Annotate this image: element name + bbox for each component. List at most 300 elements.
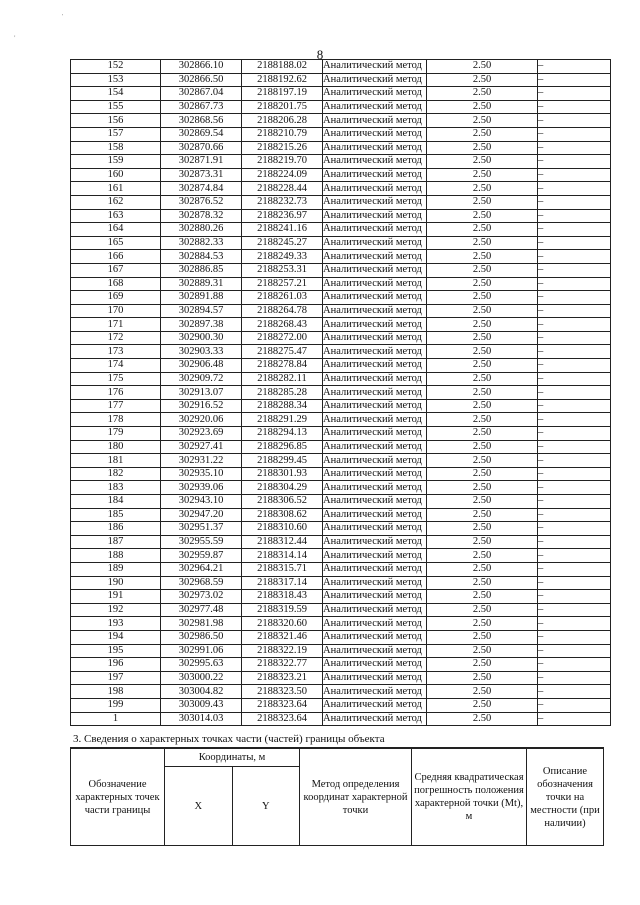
mean-error-cell: 2.50 bbox=[427, 454, 538, 468]
mean-error-cell: 2.50 bbox=[427, 318, 538, 332]
point-number-cell: 162 bbox=[71, 195, 161, 209]
description-cell: – bbox=[538, 413, 611, 427]
method-cell: Аналитический метод bbox=[323, 467, 427, 481]
coord-y-cell: 2188318.43 bbox=[242, 590, 323, 604]
description-cell: – bbox=[538, 698, 611, 712]
description-cell: – bbox=[538, 549, 611, 563]
coord-x-cell: 302867.04 bbox=[161, 87, 242, 101]
method-cell: Аналитический метод bbox=[323, 440, 427, 454]
coord-y-cell: 2188228.44 bbox=[242, 182, 323, 196]
coord-x-cell: 302870.66 bbox=[161, 141, 242, 155]
method-cell: Аналитический метод bbox=[323, 359, 427, 373]
description-cell: – bbox=[538, 427, 611, 441]
table-row bbox=[71, 263, 611, 277]
description-cell: – bbox=[538, 114, 611, 128]
method-cell: Аналитический метод bbox=[323, 195, 427, 209]
table-row bbox=[71, 318, 611, 332]
table-row bbox=[71, 155, 611, 169]
coord-x-cell: 302882.33 bbox=[161, 236, 242, 250]
description-cell: – bbox=[538, 535, 611, 549]
section-3-table-header bbox=[70, 748, 604, 846]
coord-y-cell: 2188272.00 bbox=[242, 331, 323, 345]
coord-x-cell: 302884.53 bbox=[161, 250, 242, 264]
description-cell: – bbox=[538, 644, 611, 658]
point-number-cell: 196 bbox=[71, 658, 161, 672]
point-number-cell: 187 bbox=[71, 535, 161, 549]
table-row bbox=[71, 291, 611, 305]
point-number-cell: 152 bbox=[71, 60, 161, 74]
point-number-cell: 168 bbox=[71, 277, 161, 291]
header-method: Метод определения координат характерной точки bbox=[300, 749, 412, 846]
table-row bbox=[71, 359, 611, 373]
coord-x-cell: 302866.10 bbox=[161, 60, 242, 74]
description-cell: – bbox=[538, 155, 611, 169]
description-cell: – bbox=[538, 603, 611, 617]
method-cell: Аналитический метод bbox=[323, 182, 427, 196]
description-cell: – bbox=[538, 263, 611, 277]
coord-x-cell: 302939.06 bbox=[161, 481, 242, 495]
table-row bbox=[71, 495, 611, 509]
coord-x-cell: 302981.98 bbox=[161, 617, 242, 631]
coord-x-cell: 302889.31 bbox=[161, 277, 242, 291]
coordinates-table bbox=[70, 59, 611, 726]
coord-x-cell: 302951.37 bbox=[161, 522, 242, 536]
point-number-cell: 173 bbox=[71, 345, 161, 359]
method-cell: Аналитический метод bbox=[323, 454, 427, 468]
coord-y-cell: 2188304.29 bbox=[242, 481, 323, 495]
mean-error-cell: 2.50 bbox=[427, 141, 538, 155]
point-number-cell: 156 bbox=[71, 114, 161, 128]
description-cell: – bbox=[538, 712, 611, 726]
coord-y-cell: 2188201.75 bbox=[242, 100, 323, 114]
mean-error-cell: 2.50 bbox=[427, 467, 538, 481]
description-cell: – bbox=[538, 304, 611, 318]
mean-error-cell: 2.50 bbox=[427, 127, 538, 141]
method-cell: Аналитический метод bbox=[323, 495, 427, 509]
coord-x-cell: 302986.50 bbox=[161, 630, 242, 644]
description-cell: – bbox=[538, 331, 611, 345]
table-row bbox=[71, 671, 611, 685]
method-cell: Аналитический метод bbox=[323, 508, 427, 522]
method-cell: Аналитический метод bbox=[323, 671, 427, 685]
coord-x-cell: 302968.59 bbox=[161, 576, 242, 590]
mean-error-cell: 2.50 bbox=[427, 399, 538, 413]
mean-error-cell: 2.50 bbox=[427, 630, 538, 644]
mean-error-cell: 2.50 bbox=[427, 331, 538, 345]
description-cell: – bbox=[538, 658, 611, 672]
coord-y-cell: 2188245.27 bbox=[242, 236, 323, 250]
header-y: Y bbox=[232, 767, 300, 846]
coord-x-cell: 302866.50 bbox=[161, 73, 242, 87]
description-cell: – bbox=[538, 617, 611, 631]
table-row bbox=[71, 141, 611, 155]
point-number-cell: 158 bbox=[71, 141, 161, 155]
coord-y-cell: 2188306.52 bbox=[242, 495, 323, 509]
table-row bbox=[71, 372, 611, 386]
description-cell: – bbox=[538, 562, 611, 576]
coord-y-cell: 2188253.31 bbox=[242, 263, 323, 277]
method-cell: Аналитический метод bbox=[323, 644, 427, 658]
table-row bbox=[71, 562, 611, 576]
coord-y-cell: 2188323.64 bbox=[242, 712, 323, 726]
scan-speck: , bbox=[14, 32, 16, 38]
table-row bbox=[71, 440, 611, 454]
point-number-cell: 1 bbox=[71, 712, 161, 726]
method-cell: Аналитический метод bbox=[323, 590, 427, 604]
coord-y-cell: 2188285.28 bbox=[242, 386, 323, 400]
coord-x-cell: 302886.85 bbox=[161, 263, 242, 277]
coord-x-cell: 302964.21 bbox=[161, 562, 242, 576]
point-number-cell: 166 bbox=[71, 250, 161, 264]
coord-x-cell: 302991.06 bbox=[161, 644, 242, 658]
point-number-cell: 194 bbox=[71, 630, 161, 644]
description-cell: – bbox=[538, 508, 611, 522]
description-cell: – bbox=[538, 630, 611, 644]
coord-y-cell: 2188241.16 bbox=[242, 223, 323, 237]
coord-y-cell: 2188210.79 bbox=[242, 127, 323, 141]
coord-x-cell: 302920.06 bbox=[161, 413, 242, 427]
method-cell: Аналитический метод bbox=[323, 127, 427, 141]
description-cell: – bbox=[538, 60, 611, 74]
coord-y-cell: 2188322.77 bbox=[242, 658, 323, 672]
point-number-cell: 174 bbox=[71, 359, 161, 373]
mean-error-cell: 2.50 bbox=[427, 100, 538, 114]
mean-error-cell: 2.50 bbox=[427, 73, 538, 87]
table-row bbox=[71, 427, 611, 441]
table-row bbox=[71, 698, 611, 712]
mean-error-cell: 2.50 bbox=[427, 698, 538, 712]
coord-y-cell: 2188299.45 bbox=[242, 454, 323, 468]
method-cell: Аналитический метод bbox=[323, 291, 427, 305]
point-number-cell: 161 bbox=[71, 182, 161, 196]
mean-error-cell: 2.50 bbox=[427, 345, 538, 359]
point-number-cell: 188 bbox=[71, 549, 161, 563]
method-cell: Аналитический метод bbox=[323, 236, 427, 250]
point-number-cell: 170 bbox=[71, 304, 161, 318]
coord-x-cell: 302973.02 bbox=[161, 590, 242, 604]
coord-x-cell: 302977.48 bbox=[161, 603, 242, 617]
coord-x-cell: 302894.57 bbox=[161, 304, 242, 318]
header-mean-error: Средняя квадратическая погрешность положения характерной точки (Mt), м bbox=[412, 749, 527, 846]
table-row bbox=[71, 250, 611, 264]
coord-x-cell: 303009.43 bbox=[161, 698, 242, 712]
point-number-cell: 197 bbox=[71, 671, 161, 685]
mean-error-cell: 2.50 bbox=[427, 440, 538, 454]
table-row bbox=[71, 576, 611, 590]
mean-error-cell: 2.50 bbox=[427, 359, 538, 373]
description-cell: – bbox=[538, 522, 611, 536]
point-number-cell: 164 bbox=[71, 223, 161, 237]
coord-y-cell: 2188323.64 bbox=[242, 698, 323, 712]
method-cell: Аналитический метод bbox=[323, 141, 427, 155]
method-cell: Аналитический метод bbox=[323, 223, 427, 237]
table-row bbox=[71, 454, 611, 468]
description-cell: – bbox=[538, 481, 611, 495]
description-cell: – bbox=[538, 250, 611, 264]
description-cell: – bbox=[538, 236, 611, 250]
coord-y-cell: 2188294.13 bbox=[242, 427, 323, 441]
mean-error-cell: 2.50 bbox=[427, 413, 538, 427]
method-cell: Аналитический метод bbox=[323, 413, 427, 427]
coord-x-cell: 302873.31 bbox=[161, 168, 242, 182]
method-cell: Аналитический метод bbox=[323, 698, 427, 712]
mean-error-cell: 2.50 bbox=[427, 236, 538, 250]
description-cell: – bbox=[538, 100, 611, 114]
method-cell: Аналитический метод bbox=[323, 87, 427, 101]
mean-error-cell: 2.50 bbox=[427, 549, 538, 563]
method-cell: Аналитический метод bbox=[323, 60, 427, 74]
table-row bbox=[71, 195, 611, 209]
coord-x-cell: 302867.73 bbox=[161, 100, 242, 114]
mean-error-cell: 2.50 bbox=[427, 114, 538, 128]
point-number-cell: 179 bbox=[71, 427, 161, 441]
point-number-cell: 175 bbox=[71, 372, 161, 386]
point-number-cell: 155 bbox=[71, 100, 161, 114]
header-coordinates: Координаты, м bbox=[165, 749, 300, 767]
table-row bbox=[71, 277, 611, 291]
coord-y-cell: 2188232.73 bbox=[242, 195, 323, 209]
header-point-designation: Обозначение характерных точек части границы bbox=[71, 749, 165, 846]
table-row bbox=[71, 386, 611, 400]
description-cell: – bbox=[538, 318, 611, 332]
method-cell: Аналитический метод bbox=[323, 658, 427, 672]
coord-x-cell: 302869.54 bbox=[161, 127, 242, 141]
mean-error-cell: 2.50 bbox=[427, 386, 538, 400]
coord-y-cell: 2188310.60 bbox=[242, 522, 323, 536]
point-number-cell: 182 bbox=[71, 467, 161, 481]
point-number-cell: 167 bbox=[71, 263, 161, 277]
coord-y-cell: 2188321.46 bbox=[242, 630, 323, 644]
coord-x-cell: 302868.56 bbox=[161, 114, 242, 128]
coord-x-cell: 302903.33 bbox=[161, 345, 242, 359]
method-cell: Аналитический метод bbox=[323, 549, 427, 563]
coord-y-cell: 2188315.71 bbox=[242, 562, 323, 576]
method-cell: Аналитический метод bbox=[323, 386, 427, 400]
coord-x-cell: 302935.10 bbox=[161, 467, 242, 481]
coord-x-cell: 302874.84 bbox=[161, 182, 242, 196]
method-cell: Аналитический метод bbox=[323, 263, 427, 277]
header-description: Описание обозначения точки на местности (при наличии) bbox=[527, 749, 604, 846]
coord-x-cell: 303014.03 bbox=[161, 712, 242, 726]
section-3-title: 3. Сведения о характерных точках части (частей) границы объекта bbox=[70, 732, 604, 748]
description-cell: – bbox=[538, 209, 611, 223]
method-cell: Аналитический метод bbox=[323, 304, 427, 318]
description-cell: – bbox=[538, 685, 611, 699]
method-cell: Аналитический метод bbox=[323, 562, 427, 576]
table-row bbox=[71, 413, 611, 427]
table-row bbox=[71, 535, 611, 549]
table-row bbox=[71, 209, 611, 223]
coord-y-cell: 2188319.59 bbox=[242, 603, 323, 617]
mean-error-cell: 2.50 bbox=[427, 658, 538, 672]
coord-y-cell: 2188323.50 bbox=[242, 685, 323, 699]
table-row bbox=[71, 223, 611, 237]
mean-error-cell: 2.50 bbox=[427, 522, 538, 536]
mean-error-cell: 2.50 bbox=[427, 671, 538, 685]
coord-x-cell: 302995.63 bbox=[161, 658, 242, 672]
method-cell: Аналитический метод bbox=[323, 168, 427, 182]
coord-y-cell: 2188261.03 bbox=[242, 291, 323, 305]
description-cell: – bbox=[538, 590, 611, 604]
description-cell: – bbox=[538, 345, 611, 359]
coord-y-cell: 2188264.78 bbox=[242, 304, 323, 318]
point-number-cell: 183 bbox=[71, 481, 161, 495]
method-cell: Аналитический метод bbox=[323, 712, 427, 726]
method-cell: Аналитический метод bbox=[323, 331, 427, 345]
coord-y-cell: 2188224.09 bbox=[242, 168, 323, 182]
table-row bbox=[71, 100, 611, 114]
coord-x-cell: 302916.52 bbox=[161, 399, 242, 413]
table-row bbox=[71, 182, 611, 196]
point-number-cell: 190 bbox=[71, 576, 161, 590]
description-cell: – bbox=[538, 141, 611, 155]
mean-error-cell: 2.50 bbox=[427, 195, 538, 209]
coord-x-cell: 302871.91 bbox=[161, 155, 242, 169]
method-cell: Аналитический метод bbox=[323, 630, 427, 644]
mean-error-cell: 2.50 bbox=[427, 562, 538, 576]
description-cell: – bbox=[538, 495, 611, 509]
point-number-cell: 180 bbox=[71, 440, 161, 454]
method-cell: Аналитический метод bbox=[323, 114, 427, 128]
point-number-cell: 172 bbox=[71, 331, 161, 345]
mean-error-cell: 2.50 bbox=[427, 168, 538, 182]
coord-y-cell: 2188236.97 bbox=[242, 209, 323, 223]
point-number-cell: 193 bbox=[71, 617, 161, 631]
coord-y-cell: 2188312.44 bbox=[242, 535, 323, 549]
point-number-cell: 154 bbox=[71, 87, 161, 101]
table-row bbox=[71, 304, 611, 318]
table-row bbox=[71, 168, 611, 182]
table-row bbox=[71, 508, 611, 522]
table-row bbox=[71, 617, 611, 631]
coord-x-cell: 302891.88 bbox=[161, 291, 242, 305]
table-row bbox=[71, 399, 611, 413]
coord-x-cell: 302955.59 bbox=[161, 535, 242, 549]
coord-x-cell: 302927.41 bbox=[161, 440, 242, 454]
coord-x-cell: 302906.48 bbox=[161, 359, 242, 373]
mean-error-cell: 2.50 bbox=[427, 508, 538, 522]
mean-error-cell: 2.50 bbox=[427, 60, 538, 74]
point-number-cell: 189 bbox=[71, 562, 161, 576]
table-row bbox=[71, 345, 611, 359]
coord-y-cell: 2188219.70 bbox=[242, 155, 323, 169]
coord-y-cell: 2188301.93 bbox=[242, 467, 323, 481]
mean-error-cell: 2.50 bbox=[427, 712, 538, 726]
table-row bbox=[71, 60, 611, 74]
table-row bbox=[71, 481, 611, 495]
description-cell: – bbox=[538, 73, 611, 87]
coord-y-cell: 2188308.62 bbox=[242, 508, 323, 522]
point-number-cell: 181 bbox=[71, 454, 161, 468]
method-cell: Аналитический метод bbox=[323, 427, 427, 441]
coord-y-cell: 2188320.60 bbox=[242, 617, 323, 631]
mean-error-cell: 2.50 bbox=[427, 155, 538, 169]
description-cell: – bbox=[538, 87, 611, 101]
coord-y-cell: 2188282.11 bbox=[242, 372, 323, 386]
mean-error-cell: 2.50 bbox=[427, 277, 538, 291]
method-cell: Аналитический метод bbox=[323, 522, 427, 536]
point-number-cell: 192 bbox=[71, 603, 161, 617]
point-number-cell: 195 bbox=[71, 644, 161, 658]
coord-y-cell: 2188197.19 bbox=[242, 87, 323, 101]
point-number-cell: 198 bbox=[71, 685, 161, 699]
mean-error-cell: 2.50 bbox=[427, 603, 538, 617]
method-cell: Аналитический метод bbox=[323, 617, 427, 631]
table-row bbox=[71, 712, 611, 726]
point-number-cell: 163 bbox=[71, 209, 161, 223]
point-number-cell: 153 bbox=[71, 73, 161, 87]
description-cell: – bbox=[538, 386, 611, 400]
description-cell: – bbox=[538, 576, 611, 590]
point-number-cell: 157 bbox=[71, 127, 161, 141]
method-cell: Аналитический метод bbox=[323, 372, 427, 386]
description-cell: – bbox=[538, 195, 611, 209]
method-cell: Аналитический метод bbox=[323, 685, 427, 699]
description-cell: – bbox=[538, 127, 611, 141]
point-number-cell: 191 bbox=[71, 590, 161, 604]
mean-error-cell: 2.50 bbox=[427, 250, 538, 264]
mean-error-cell: 2.50 bbox=[427, 495, 538, 509]
page-number: 8 bbox=[316, 47, 324, 62]
point-number-cell: 176 bbox=[71, 386, 161, 400]
point-number-cell: 199 bbox=[71, 698, 161, 712]
method-cell: Аналитический метод bbox=[323, 535, 427, 549]
scan-speck: ' bbox=[62, 14, 64, 20]
description-cell: – bbox=[538, 467, 611, 481]
point-number-cell: 165 bbox=[71, 236, 161, 250]
description-cell: – bbox=[538, 277, 611, 291]
coord-y-cell: 2188278.84 bbox=[242, 359, 323, 373]
coord-x-cell: 302913.07 bbox=[161, 386, 242, 400]
method-cell: Аналитический метод bbox=[323, 100, 427, 114]
table-row bbox=[71, 522, 611, 536]
table-row bbox=[71, 685, 611, 699]
coord-y-cell: 2188268.43 bbox=[242, 318, 323, 332]
coord-x-cell: 302947.20 bbox=[161, 508, 242, 522]
table-row bbox=[71, 236, 611, 250]
point-number-cell: 184 bbox=[71, 495, 161, 509]
point-number-cell: 160 bbox=[71, 168, 161, 182]
coord-y-cell: 2188275.47 bbox=[242, 345, 323, 359]
mean-error-cell: 2.50 bbox=[427, 304, 538, 318]
coord-x-cell: 302959.87 bbox=[161, 549, 242, 563]
header-x: X bbox=[165, 767, 233, 846]
mean-error-cell: 2.50 bbox=[427, 87, 538, 101]
mean-error-cell: 2.50 bbox=[427, 427, 538, 441]
method-cell: Аналитический метод bbox=[323, 603, 427, 617]
mean-error-cell: 2.50 bbox=[427, 481, 538, 495]
coord-y-cell: 2188314.14 bbox=[242, 549, 323, 563]
method-cell: Аналитический метод bbox=[323, 576, 427, 590]
method-cell: Аналитический метод bbox=[323, 155, 427, 169]
method-cell: Аналитический метод bbox=[323, 73, 427, 87]
method-cell: Аналитический метод bbox=[323, 209, 427, 223]
coord-x-cell: 302878.32 bbox=[161, 209, 242, 223]
method-cell: Аналитический метод bbox=[323, 399, 427, 413]
table-row bbox=[71, 73, 611, 87]
description-cell: – bbox=[538, 372, 611, 386]
coord-x-cell: 302897.38 bbox=[161, 318, 242, 332]
coord-y-cell: 2188249.33 bbox=[242, 250, 323, 264]
method-cell: Аналитический метод bbox=[323, 277, 427, 291]
description-cell: – bbox=[538, 359, 611, 373]
description-cell: – bbox=[538, 291, 611, 305]
point-number-cell: 177 bbox=[71, 399, 161, 413]
mean-error-cell: 2.50 bbox=[427, 182, 538, 196]
coord-x-cell: 303004.82 bbox=[161, 685, 242, 699]
mean-error-cell: 2.50 bbox=[427, 223, 538, 237]
description-cell: – bbox=[538, 399, 611, 413]
